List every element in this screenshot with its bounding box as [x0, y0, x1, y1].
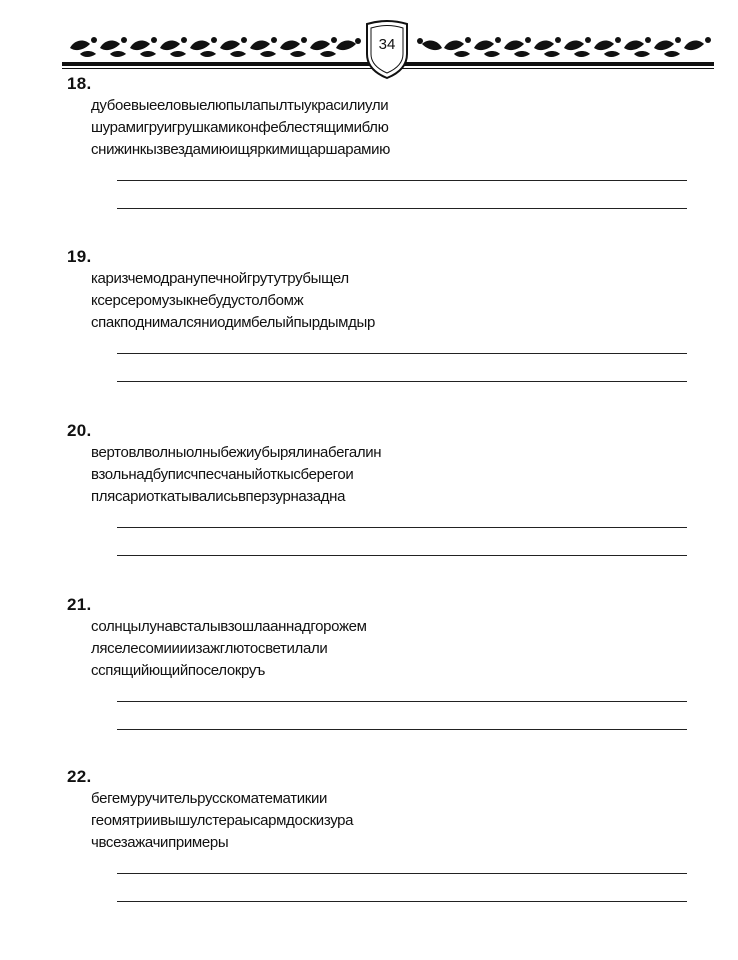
exercise-text-line: чвсезажачипримеры	[91, 834, 229, 851]
answer-line[interactable]	[117, 381, 687, 382]
answer-line[interactable]	[117, 701, 687, 702]
page-header	[62, 14, 714, 74]
exercise-number: 18.	[67, 74, 92, 93]
exercise-number: 20.	[67, 421, 92, 440]
exercise-text-line: снижинкызвездамиюищяркимищаршарамию	[91, 141, 391, 158]
exercise-text-line: геомятриивышулстераысармдоскизура	[91, 812, 354, 829]
exercise-text-line: ляселесомиииизажглютосветилали	[91, 640, 328, 657]
answer-line[interactable]	[117, 208, 687, 209]
exercise-text-line: бегемуручительрусскоматематикии	[91, 790, 328, 807]
exercise-number: 19.	[67, 247, 92, 266]
answer-line[interactable]	[117, 555, 687, 556]
exercise-text-line: ксерсеромузыкнебудустолбомж	[91, 292, 304, 309]
answer-line[interactable]	[117, 527, 687, 528]
exercise-text-line: спакподнималсяниодимбелыйпырдымдыр	[91, 314, 375, 331]
page-number-badge	[363, 20, 411, 80]
exercise-text-line: солнцылунавсталывзошлааннадгорожем	[91, 618, 367, 635]
answer-line[interactable]	[117, 729, 687, 730]
exercise-text-line: взольнадбуписчпесчаныйоткысберегои	[91, 466, 354, 483]
exercise-text-line: плясариоткатывалисьвперзурназадна	[91, 488, 346, 505]
exercise-text-line: вертовлволныолныбежиубырялинабегалин	[91, 444, 382, 461]
page-number: 34	[378, 36, 396, 53]
answer-line[interactable]	[117, 353, 687, 354]
exercise-text-line: шурамигруигрушкамиконфеблестящимиблю	[91, 119, 389, 136]
answer-line[interactable]	[117, 901, 687, 902]
exercise-number: 22.	[67, 767, 92, 786]
exercise-number: 21.	[67, 595, 92, 614]
ornament-right	[412, 28, 714, 62]
answer-line[interactable]	[117, 873, 687, 874]
exercise-text-line: сспящийющийпоселокруъ	[91, 662, 266, 679]
exercise-text-line: каризчемодранупечнойгрутутрубыщел	[91, 270, 349, 287]
answer-line[interactable]	[117, 180, 687, 181]
ornament-left	[62, 28, 362, 62]
exercise-text-line: дубоевыееловыелюпылапылтыукрасилиули	[91, 97, 389, 114]
